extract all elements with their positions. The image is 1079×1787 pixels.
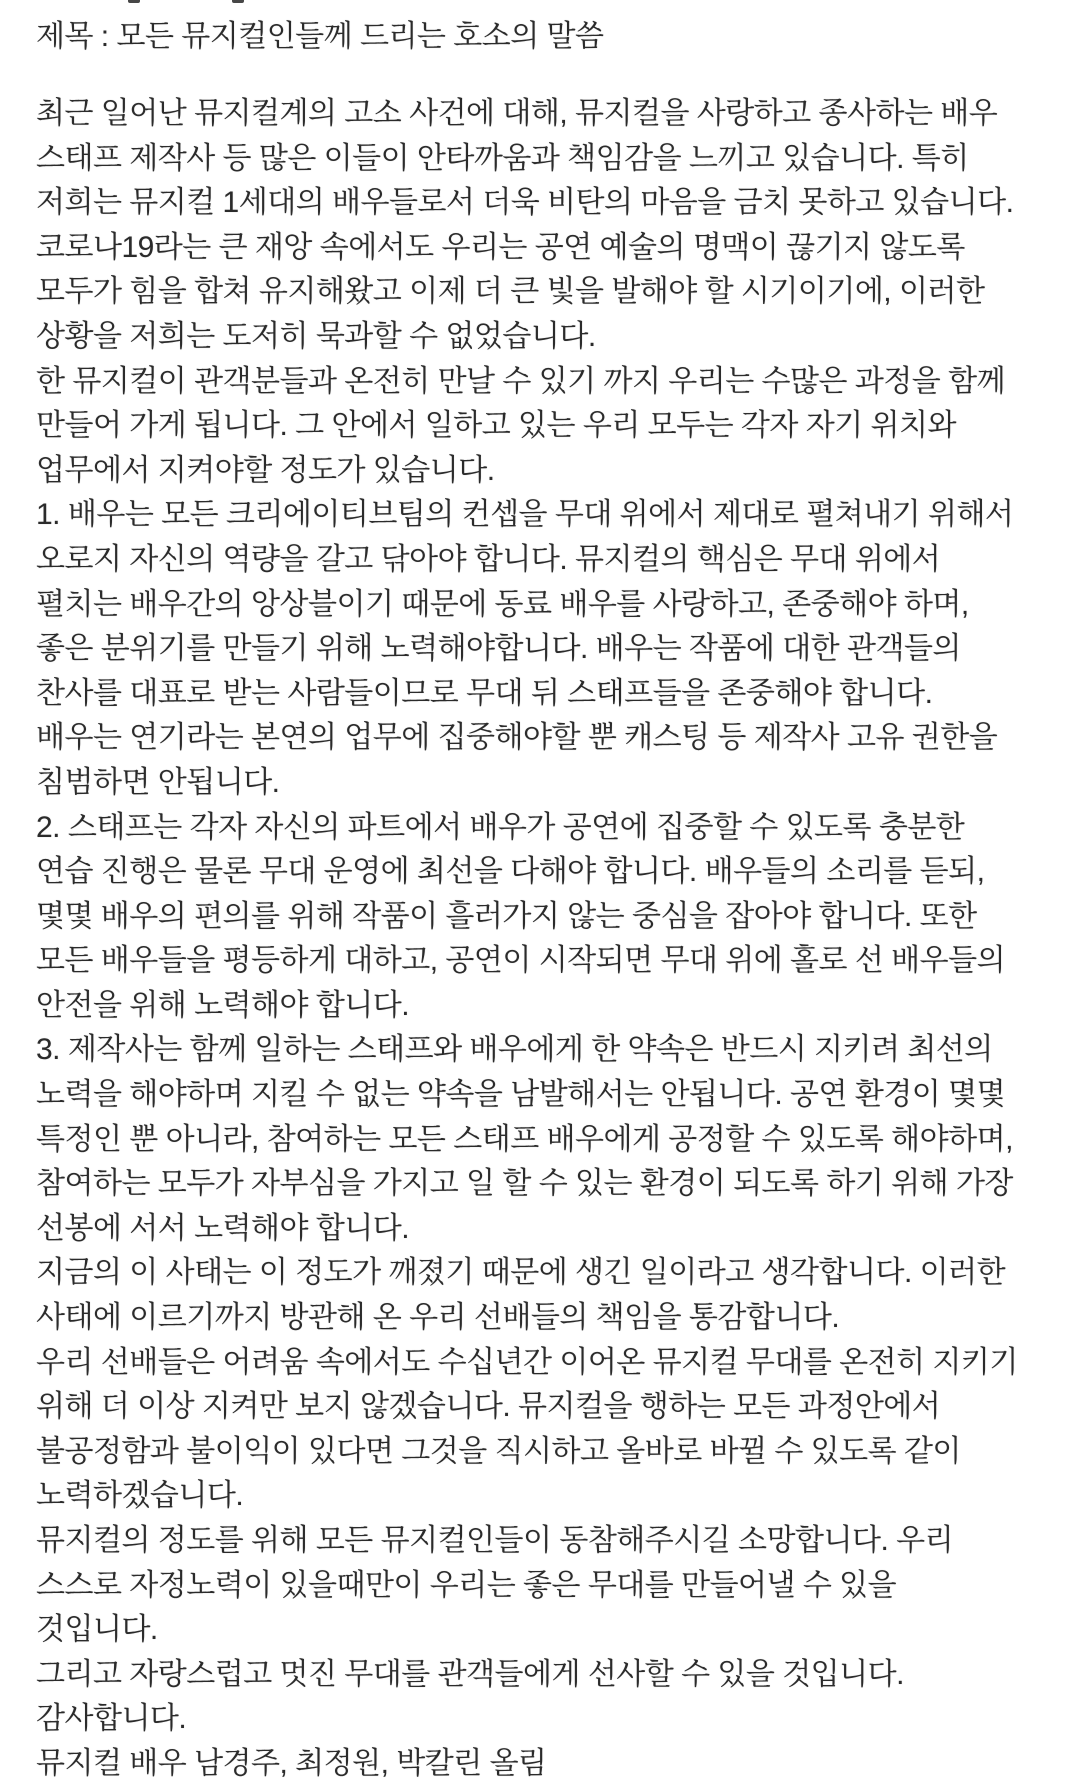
letter-body-line: 몇몇 배우의 편의를 위해 작품이 흘러가지 않는 중심을 잡아야 합니다. 또한 — [36, 899, 977, 933]
letter-body-line: 코로나19라는 큰 재앙 속에서도 우리는 공연 예술의 명맥이 끊기지 않도록 — [36, 230, 965, 264]
letter-body-line: 좋은 분위기를 만들기 위해 노력해야합니다. 배우는 작품에 대한 관객들의 — [36, 632, 961, 666]
letter-body-line: 펼치는 배우간의 앙상블이기 때문에 동료 배우를 사랑하고, 존중해야 하며, — [36, 587, 969, 621]
letter-body-line: 안전을 위해 노력해야 합니다. — [36, 988, 410, 1022]
letter-body-line: 업무에서 지켜야할 정도가 있습니다. — [36, 453, 495, 487]
letter-body-line: 위해 더 이상 지켜만 보지 않겠습니다. 뮤지컬을 행하는 모든 과정안에서 — [36, 1390, 941, 1424]
letter-body-line: 노력을 해야하며 지킬 수 없는 약속을 남발해서는 안됩니다. 공연 환경이 몇몇 — [36, 1078, 1006, 1112]
letter-body-line: 저희는 뮤지컬 1세대의 배우들로서 더욱 비탄의 마음을 금치 못하고 있습니다. — [36, 186, 1014, 220]
letter-body-line: 감사합니다. — [36, 1702, 187, 1736]
letter-body-line: 연습 진행은 물론 무대 운영에 최선을 다해야 합니다. 배우들의 소리를 듣되, — [36, 855, 985, 889]
letter-body-line: 2. 스태프는 각자 자신의 파트에서 배우가 공연에 집중할 수 있도록 충분한 — [36, 810, 965, 844]
letter-body-line: 오로지 자신의 역량을 갈고 닦아야 합니다. 뮤지컬의 핵심은 무대 위에서 — [36, 542, 941, 576]
letter-body-line: 3. 제작사는 함께 일하는 스태프와 배우에게 한 약속은 반드시 지키려 최선의 — [36, 1033, 993, 1067]
letter-body-line: 모두가 힘을 합쳐 유지해왔고 이제 더 큰 빛을 발해야 할 시기이기에, 이러한 — [36, 275, 985, 309]
letter-body-line: 사태에 이르기까지 방관해 온 우리 선배들의 책임을 통감합니다. — [36, 1301, 840, 1335]
letter-body-line: 찬사를 대표로 받는 사람들이므로 무대 뒤 스태프들을 존중해야 합니다. — [36, 676, 933, 710]
letter-body-line: 우리 선배들은 어려움 속에서도 수십년간 이어온 뮤지컬 무대를 온전히 지키기 — [36, 1345, 1018, 1379]
letter-body-line: 지금의 이 사태는 이 정도가 깨졌기 때문에 생긴 일이라고 생각합니다. 이러한 — [36, 1256, 1006, 1290]
letter-body-line: 스스로 자정노력이 있을때만이 우리는 좋은 무대를 만들어낼 수 있을 — [36, 1568, 897, 1602]
letter-body-line: 것입니다. — [36, 1613, 158, 1647]
letter-body-line: 배우는 연기라는 본연의 업무에 집중해야할 뿐 캐스팅 등 제작사 고유 권한을 — [36, 721, 998, 755]
letter-title: 제목 : 모든 뮤지컬인들께 드리는 호소의 말씀 — [36, 20, 604, 53]
cropped-line-fragment — [232, 0, 244, 3]
letter-body-line: 참여하는 모두가 자부심을 가지고 일 할 수 있는 환경이 되도록 하기 위해 가장 — [36, 1167, 1013, 1201]
letter-body-line: 뮤지컬 배우 남경주, 최정원, 박칼린 올림 — [36, 1746, 547, 1780]
letter-body-line: 한 뮤지컬이 관객분들과 온전히 만날 수 있기 까지 우리는 수많은 과정을 함께 — [36, 364, 1006, 398]
letter-body — [36, 92, 1056, 1787]
letter-body-line: 선봉에 서서 노력해야 합니다. — [36, 1211, 410, 1245]
letter-body-line: 상황을 저희는 도저히 묵과할 수 없었습니다. — [36, 319, 596, 353]
letter-body-line: 그리고 자랑스럽고 멋진 무대를 관객들에게 선사할 수 있을 것입니다. — [36, 1657, 904, 1691]
letter-body-line: 만들어 가게 됩니다. 그 안에서 일하고 있는 우리 모두는 각자 자기 위치와 — [36, 409, 956, 443]
letter-body-line: 1. 배우는 모든 크리에이티브팀의 컨셉을 무대 위에서 제대로 펼쳐내기 위해서 — [36, 498, 1014, 532]
letter-body-line: 모든 배우들을 평등하게 대하고, 공연이 시작되면 무대 위에 홀로 선 배우들의 — [36, 944, 1006, 978]
letter-body-line: 침범하면 안됩니다. — [36, 765, 280, 799]
cropped-line-fragment — [128, 0, 140, 3]
letter-body-line: 뮤지컬의 정도를 위해 모든 뮤지컬인들이 동참해주시길 소망합니다. 우리 — [36, 1524, 954, 1557]
letter-body-line: 최근 일어난 뮤지컬계의 고소 사건에 대해, 뮤지컬을 사랑하고 종사하는 배우 — [36, 97, 998, 130]
letter-body-line: 노력하겠습니다. — [36, 1479, 244, 1513]
letter-body-line: 스태프 제작사 등 많은 이들이 안타까움과 책임감을 느끼고 있습니다. 특히 — [36, 141, 969, 175]
letter-body-line: 특정인 뿐 아니라, 참여하는 모든 스태프 배우에게 공정할 수 있도록 해야하며, — [36, 1122, 1013, 1156]
letter-body-line: 불공정함과 불이익이 있다면 그것을 직시하고 올바로 바뀔 수 있도록 같이 — [36, 1434, 961, 1468]
